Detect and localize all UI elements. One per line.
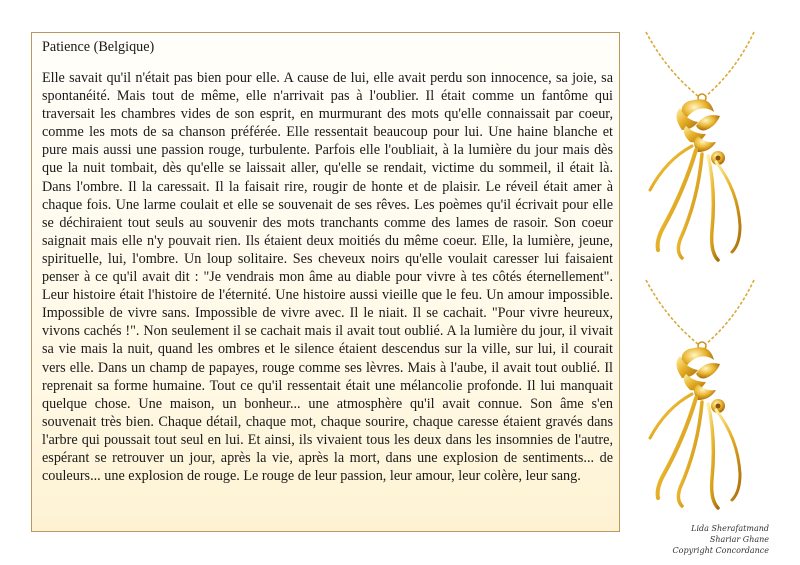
credits bbox=[629, 523, 769, 556]
credit-copyright: Copyright Concordance bbox=[672, 546, 769, 555]
gold-pendant-image bbox=[636, 30, 766, 270]
credit-designer: Shariar Ghane bbox=[709, 535, 769, 544]
gold-pendant-image bbox=[636, 278, 766, 518]
poem-body: Elle savait qu'il n'était pas bien pour elle. A cause de lui, elle avait perdu son innocence, sa joie, sa spontanéité. Mais tout de même, elle n'arrivait pas à l'oublier. Il était comme un fantôme qui traversait les chambres vides de son esprit, en murmurant des mots qu'elle connaissait par coeur, comme les mots de sa chanson préférée. Elle ressentait beaucoup pour lui. Une haine blanche et pure mais aussi une passion rouge, turbulente. Parfois elle l'oubliait, à la lumière du jour mais dès que la nuit tombait, dès qu'elle se laissait aller, qu'elle se rendait, victime du sommeil, il était là. Dans l'ombre. Il la caressait. Il la faisait rire, rougir de honte et de plaisir. Le réveil était amer à chaque fois. Une larme coulait et elle se souvenait de ses rêves. Les poèmes qu'il écrivait pour elle se déchiraient tout seuls au souvenir des mots tranchants comme des lames de rasoir. Son coeur saignait mais elle n'y pouvait rien. Ils étaient deux moitiés du même coeur. Elle, la lumière, jeune, spirituelle, lui, l'ombre. Un loup solitaire. Ses cheveux noirs qu'elle voulait caresser lui faisaient penser à ce qu'il avait dit : "Je vendrais mon âme au diable pour vivre à tes côtés éternellement". Leur histoire était l'histoire de l'éternité. Une histoire aussi vieille que le feu. Un amour impossible. Impossible de vivre sans. Impossible de vivre avec. Il le niait. Il se cachait. "Pour vivre heureux, vivons cachés !". Non seulement il se cachait mais il avait tout oublié. A la lumière du jour, il vivait sa vie mais la nuit, quand les ombres et le silence étaient descendus sur la ville, sur lui, il courait vers elle. Dans un champ de papayes, rouge comme ses lèvres. Mais à l'aube, il avait tout oublié. Il reprenait sa forme humaine. Tout ce qu'il ressentait était une mélancolie profonde. Il lui manquait quelque chose. Une maison, un bonheur... une atmosphère qu'il avait connue. Son âme s'en souvenait très bien. Chaque détail, chaque mot, chaque sourire, chaque caresse étaient gravés dans l'arbre qui poussait tout seul en lui. Et ainsi, ils vivaient tous les deux dans les insomnies de l'autre, espérant se retrouver un jour, après la vie, après la mort, dans une explosion de sentiments... de couleurs... une explosion de rouge. Le rouge de leur passion, leur amour, leur colère, leur sang. bbox=[42, 70, 613, 485]
text-panel bbox=[31, 32, 620, 532]
poem-title: Patience (Belgique) bbox=[42, 39, 155, 55]
credit-artist: Lida Sherafatmand bbox=[691, 524, 769, 533]
